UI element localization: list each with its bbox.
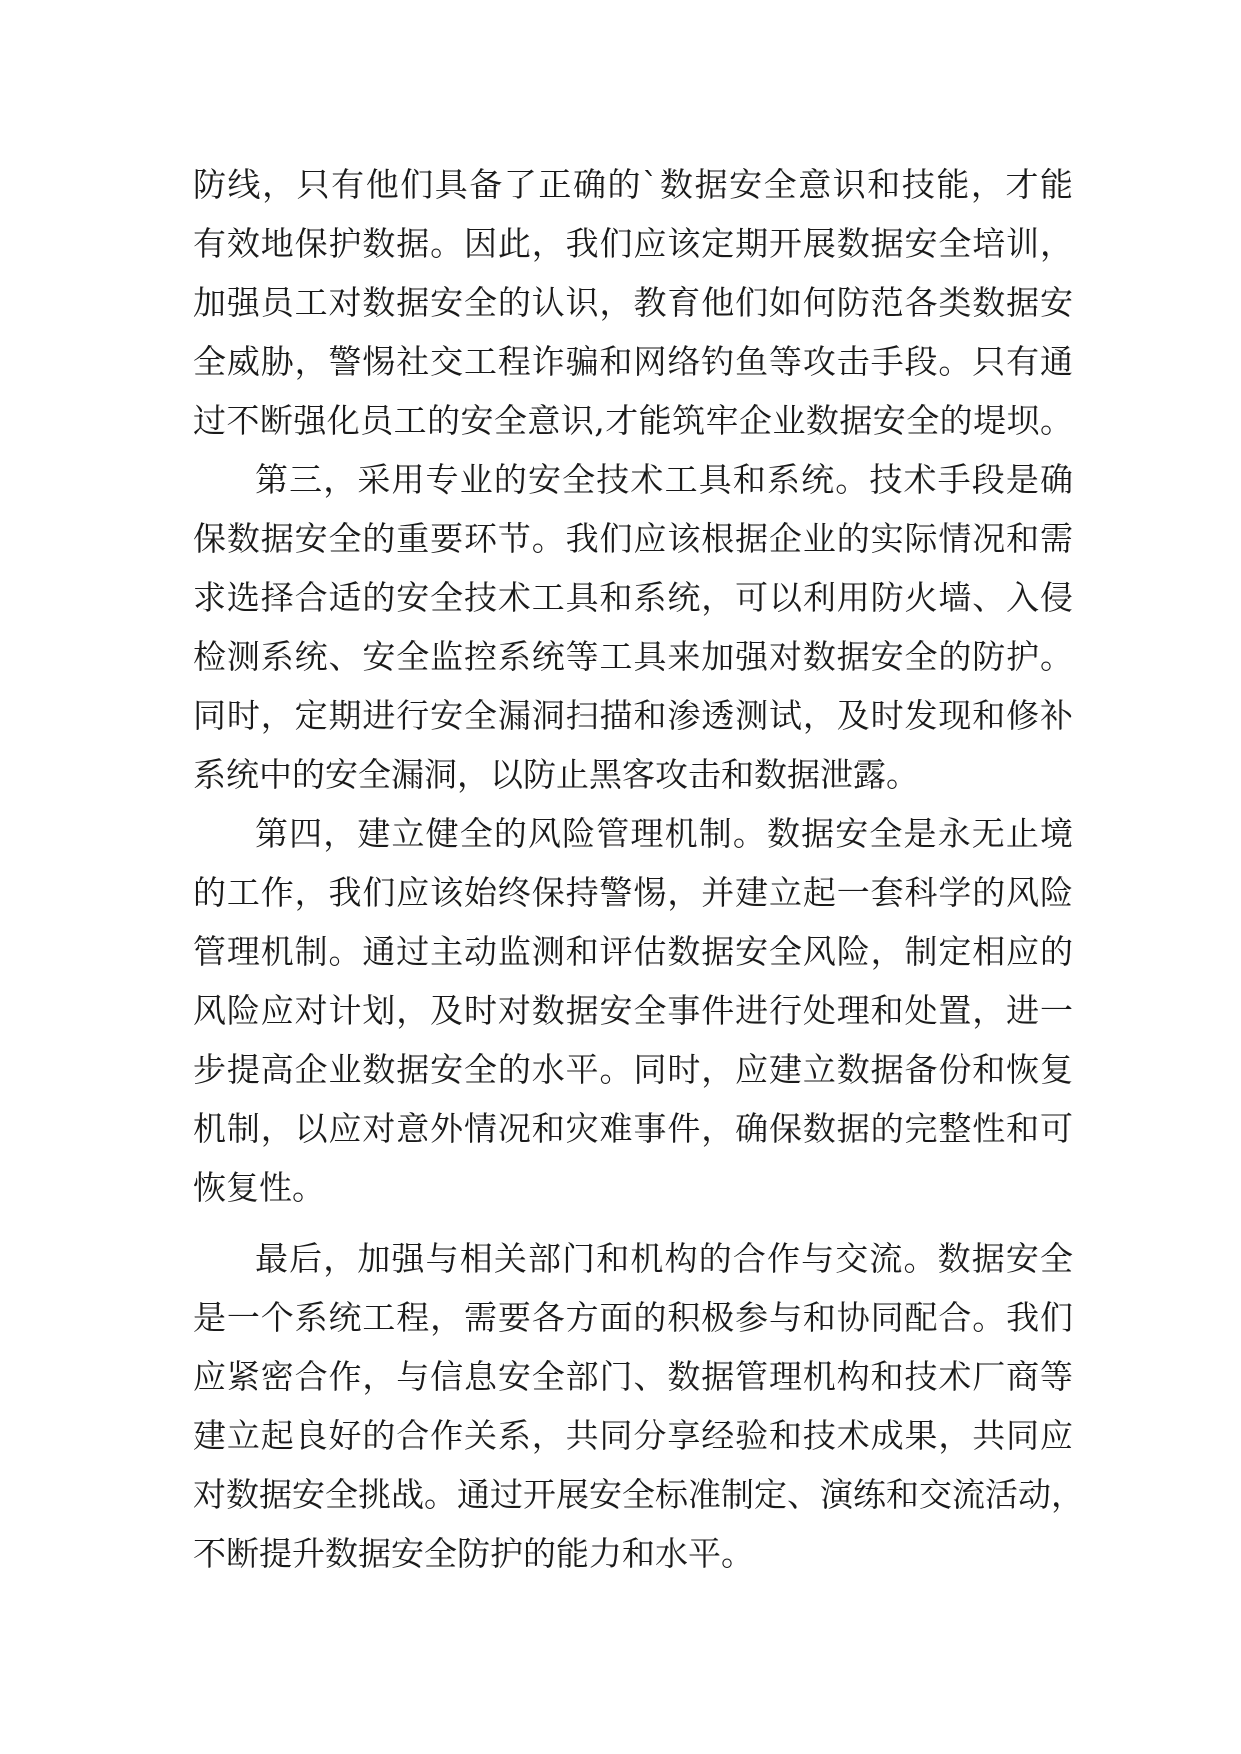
paragraph-line: 保数据安全的重要环节。我们应该根据企业的实际情况和需 [193, 519, 1073, 558]
paragraph-line: 同时，定期进行安全漏洞扫描和渗透测试，及时发现和修补 [193, 696, 1073, 735]
paragraph-4 [193, 1229, 1084, 1583]
paragraph-1 [193, 155, 1073, 450]
paragraph-line: 建立起良好的合作关系，共同分享经验和技术成果，共同应 [193, 1416, 1073, 1455]
paragraph-line: 恢复性。 [193, 1168, 325, 1207]
paragraph-line: 过不断强化员工的安全意识,才能筑牢企业数据安全的堤坝。 [193, 401, 1073, 440]
paragraph-line: 检测系统、安全监控系统等工具来加强对数据安全的防护。 [193, 637, 1073, 676]
paragraph-spacer [193, 1217, 1073, 1229]
paragraph-line: 风险应对计划，及时对数据安全事件进行处理和处置，进一 [193, 991, 1073, 1030]
paragraph-line: 不断提升数据安全防护的能力和水平。 [193, 1534, 754, 1573]
paragraph-2 [193, 450, 1073, 804]
paragraph-line: 有效地保护数据。因此，我们应该定期开展数据安全培训， [193, 224, 1073, 263]
paragraph-line: 第四，建立健全的风险管理机制。数据安全是永无止境 [255, 814, 1073, 853]
paragraph-line: 第三，采用专业的安全技术工具和系统。技术手段是确 [255, 460, 1073, 499]
document-body [193, 155, 1084, 1583]
paragraph-line: 全威胁，警惕社交工程诈骗和网络钓鱼等攻击手段。只有通 [193, 342, 1073, 381]
paragraph-line: 加强员工对数据安全的认识，教育他们如何防范各类数据安 [193, 283, 1073, 322]
paragraph-line: 步提高企业数据安全的水平。同时，应建立数据备份和恢复 [193, 1050, 1073, 1089]
paragraph-line: 应紧密合作，与信息安全部门、数据管理机构和技术厂商等 [193, 1357, 1073, 1396]
paragraph-line: 防线，只有他们具备了正确的`数据安全意识和技能，才能 [193, 165, 1073, 204]
paragraph-line: 最后，加强与相关部门和机构的合作与交流。数据安全 [255, 1239, 1073, 1278]
paragraph-3 [193, 804, 1073, 1217]
paragraph-line: 管理机制。通过主动监测和评估数据安全风险，制定相应的 [193, 932, 1073, 971]
paragraph-line: 求选择合适的安全技术工具和系统，可以利用防火墙、入侵 [193, 578, 1073, 617]
paragraph-line: 机制，以应对意外情况和灾难事件，确保数据的完整性和可 [193, 1109, 1073, 1148]
paragraph-line: 是一个系统工程，需要各方面的积极参与和协同配合。我们 [193, 1298, 1073, 1337]
paragraph-line: 对数据安全挑战。通过开展安全标准制定、演练和交流活动， [193, 1475, 1084, 1514]
paragraph-line: 系统中的安全漏洞，以防止黑客攻击和数据泄露。 [193, 755, 919, 794]
paragraph-line: 的工作，我们应该始终保持警惕，并建立起一套科学的风险 [193, 873, 1073, 912]
